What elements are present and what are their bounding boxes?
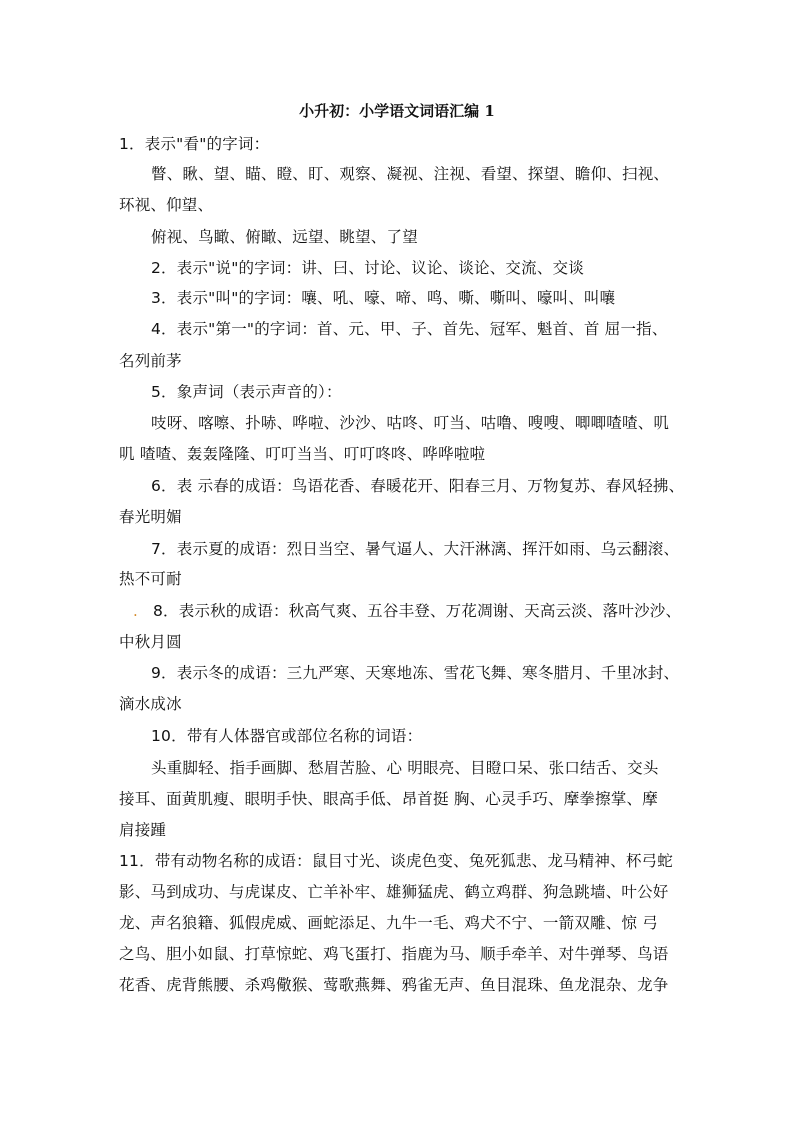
text-line: 肩接踵 <box>119 821 167 839</box>
text-line: 7．表示夏的成语：烈日当空、暑气逼人、大汗淋漓、挥汗如雨、乌云翻滚、 <box>151 540 680 558</box>
text-line: 6．表 示春的成语：鸟语花香、春暖花开、阳春三月、万物复苏、春风轻拂、 <box>151 477 685 495</box>
text-line: 瞥、瞅、望、瞄、瞪、盯、观察、凝视、注视、看望、探望、瞻仰、扫视、 <box>151 165 670 183</box>
text-line: 1．表示"看"的字词： <box>119 135 270 153</box>
text-line: 接耳、面黄肌瘦、眼明手快、眼高手低、昂首挺 胸、心灵手巧、摩拳擦掌、摩 <box>119 790 658 808</box>
text-line: 热不可耐 <box>119 570 182 588</box>
text-line: 4．表示"第一"的字词：首、元、甲、子、首先、冠军、魁首、首 屈一指、 <box>151 320 668 338</box>
text-line: 龙、声名狼籍、狐假虎威、画蛇添足、九牛一毛、鸡犬不宁、一箭双雕、惊 弓 <box>119 914 658 932</box>
text-line: 春光明媚 <box>119 508 182 526</box>
text-line: 10．带有人体器官或部位名称的词语： <box>151 727 423 745</box>
text-line: 吱呀、喀嚓、扑哧、哗啦、沙沙、咕咚、叮当、咕噜、嗖嗖、唧唧喳喳、叽 <box>151 414 670 432</box>
text-line: 中秋月圆 <box>119 633 182 651</box>
text-line: 9．表示冬的成语：三九严寒、天寒地冻、雪花飞舞、寒冬腊月、千里冰封、 <box>151 664 680 682</box>
text-line: 3．表示"叫"的字词：嚷、吼、嚎、啼、鸣、嘶、嘶叫、嚎叫、叫嚷 <box>151 289 616 307</box>
text-line: 5．象声词（表示声音的）： <box>151 383 342 401</box>
text-line: 8．表示秋的成语：秋高气爽、五谷丰登、万花凋谢、天高云淡、落叶沙沙、 <box>153 602 682 620</box>
document-title: 小升初：小学语文词语汇编 1 <box>299 102 495 120</box>
text-line: 影、马到成功、与虎谋皮、亡羊补牢、雄狮猛虎、鹤立鸡群、狗急跳墙、叶公好 <box>119 883 669 901</box>
text-line: 名列前茅 <box>119 352 182 370</box>
text-line: 叽 喳喳、轰轰隆隆、叮叮当当、叮叮咚咚、哗哗啦啦 <box>119 445 486 463</box>
text-line: 头重脚轻、指手画脚、愁眉苦脸、心 明眼亮、目瞪口呆、张口结舌、交头 <box>151 759 659 777</box>
text-line: 花香、虎背熊腰、杀鸡儆猴、莺歌燕舞、鸦雀无声、鱼目混珠、鱼龙混杂、龙争 <box>119 976 669 994</box>
text-line: 2．表示"说"的字词：讲、曰、讨论、议论、谈论、交流、交谈 <box>151 259 584 277</box>
text-line: 滴水成冰 <box>119 695 182 713</box>
text-line: 11．带有动物名称的成语：鼠目寸光、谈虎色变、兔死狐悲、龙马精神、杯弓蛇 <box>119 852 673 870</box>
text-line: 俯视、鸟瞰、俯瞰、远望、眺望、了望 <box>151 228 418 246</box>
text-line: 之鸟、胆小如鼠、打草惊蛇、鸡飞蛋打、指鹿为马、顺手牵羊、对牛弹琴、鸟语 <box>119 945 669 963</box>
marker-dot: . <box>133 602 138 620</box>
text-line: 环视、仰望、 <box>119 196 214 214</box>
